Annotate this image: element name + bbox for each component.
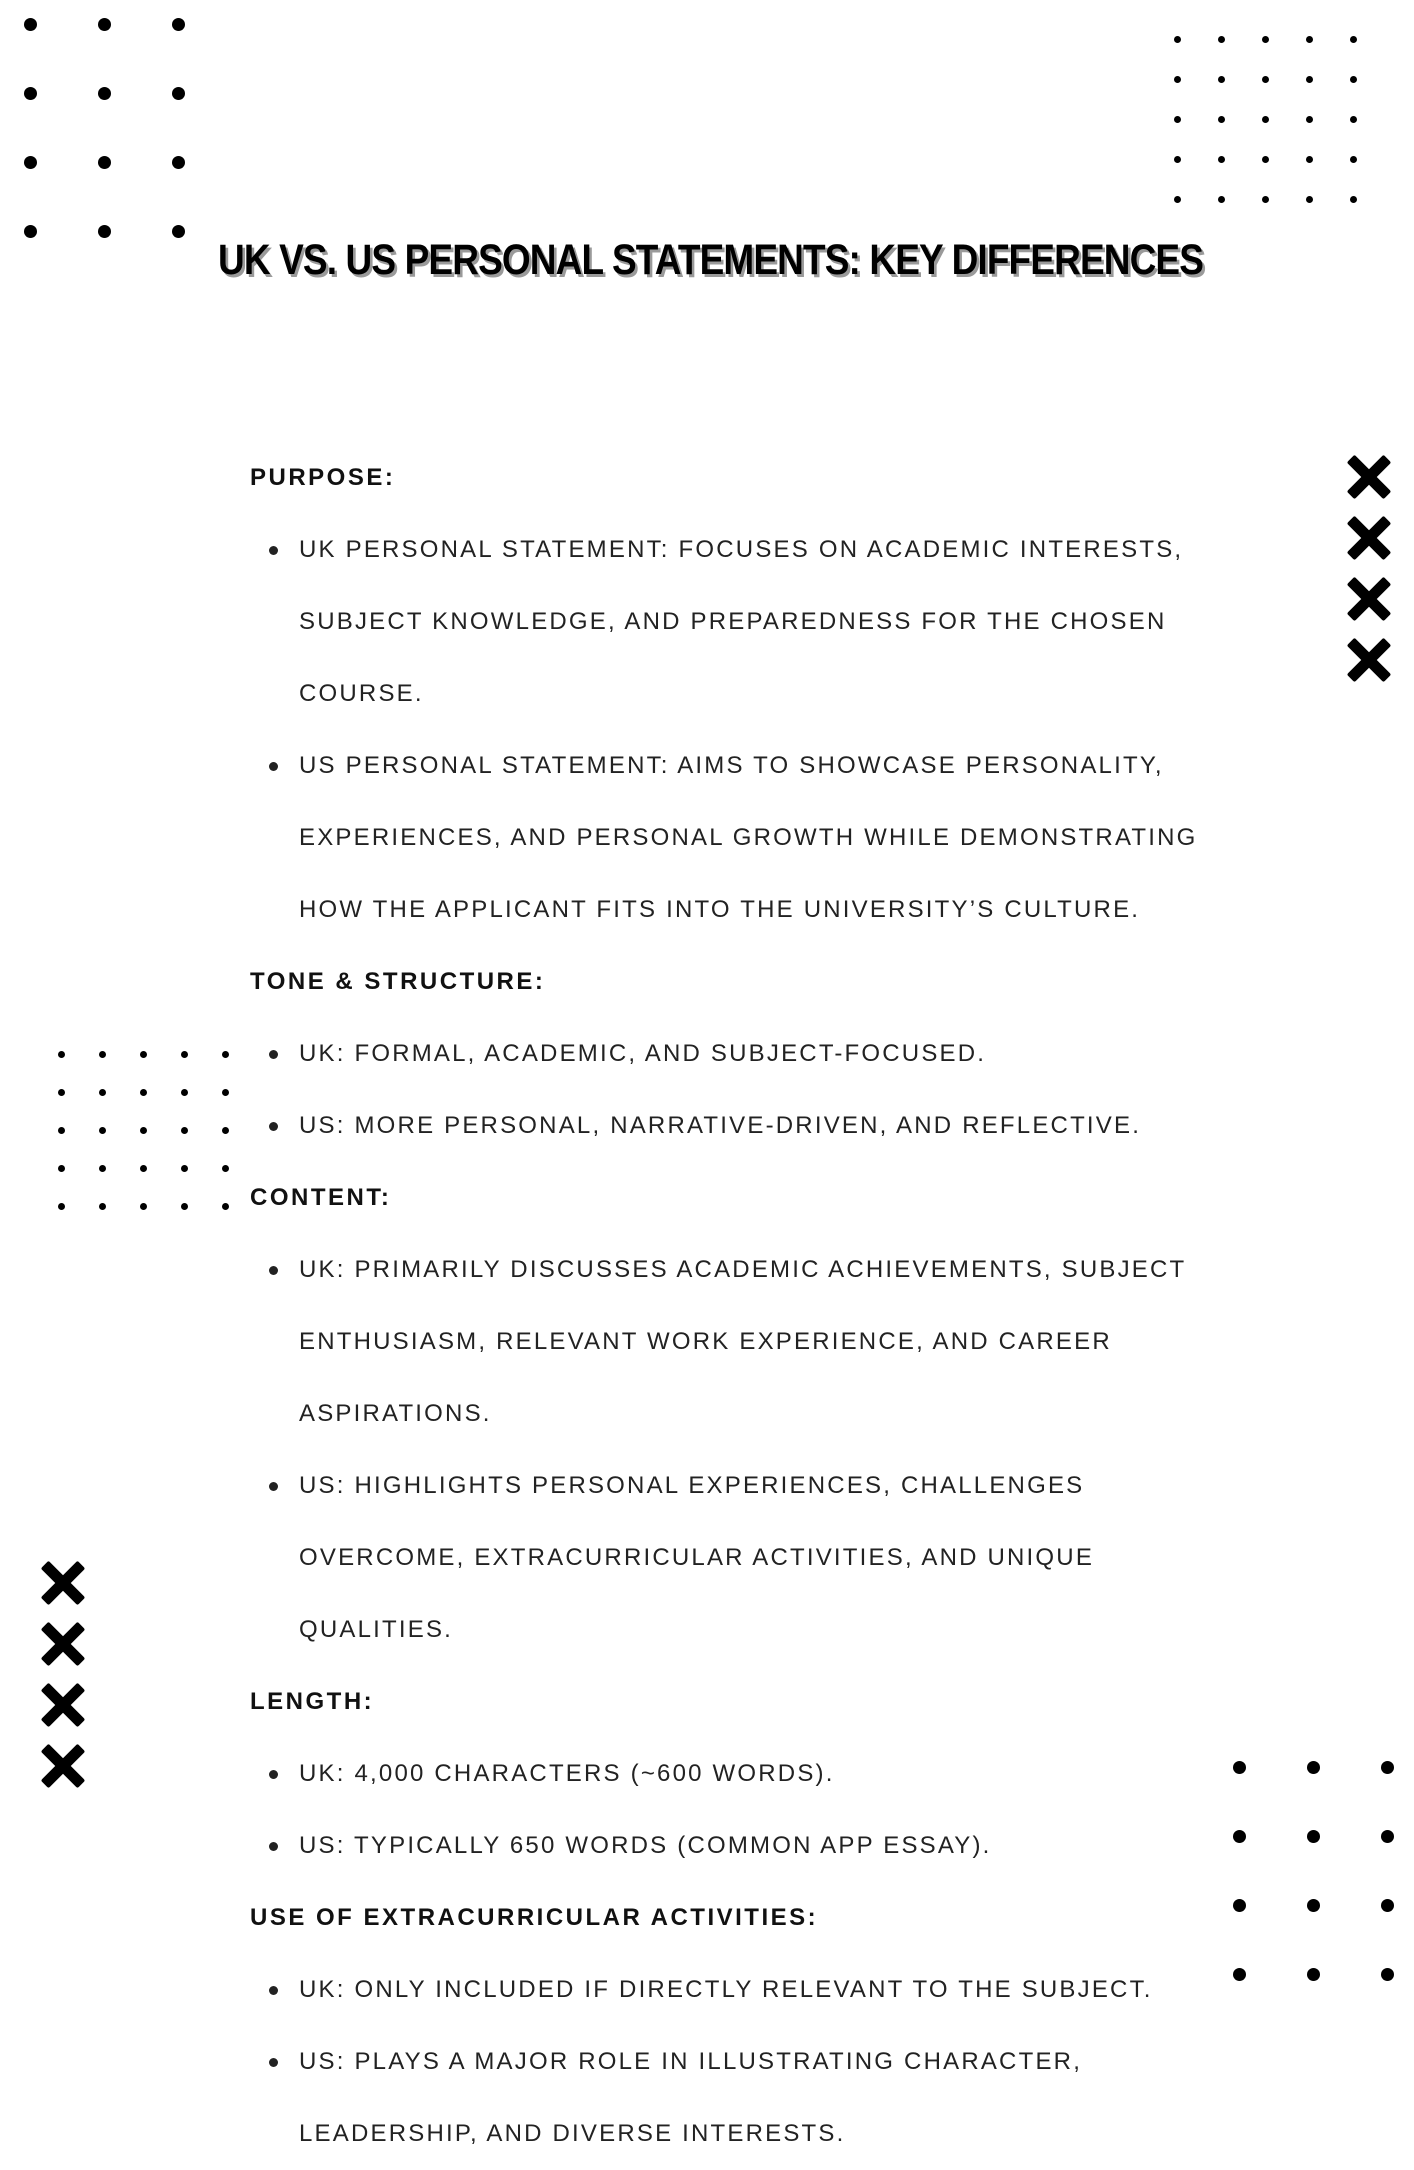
dot-decoration — [1218, 36, 1225, 43]
dot-decoration — [1218, 116, 1225, 123]
dot-decoration — [98, 225, 111, 238]
bullet-text: US: PLAYS A MAJOR ROLE IN ILLUSTRATING CHARACTER, LEADERSHIP, AND DIVERSE INTERESTS. — [299, 2048, 1083, 2147]
bullet-text: US: TYPICALLY 650 WORDS (COMMON APP ESSAY). — [299, 1832, 992, 1859]
section-heading: CONTENT: — [250, 1184, 392, 1211]
dot-decoration — [1307, 1899, 1320, 1912]
dot-decoration — [1350, 196, 1357, 203]
dot-decoration — [58, 1165, 65, 1172]
dot-decoration — [1306, 76, 1313, 83]
section — [250, 1162, 1210, 1666]
bullet-item — [250, 514, 1210, 730]
dot-decoration — [1350, 156, 1357, 163]
dot-decoration — [1174, 156, 1181, 163]
dot-decoration — [98, 87, 111, 100]
dot-decoration — [222, 1089, 229, 1096]
dot-decoration — [222, 1127, 229, 1134]
dot-decoration — [24, 156, 37, 169]
section — [250, 1666, 1210, 1882]
dot-decoration — [222, 1165, 229, 1172]
cross-mark-icon — [1348, 578, 1390, 620]
dot-decoration — [99, 1089, 106, 1096]
section-heading: TONE & STRUCTURE: — [250, 968, 546, 995]
dot-decoration — [1262, 36, 1269, 43]
cross-mark-icon — [42, 1684, 84, 1726]
section — [250, 1882, 1210, 2170]
dot-decoration — [1381, 1899, 1394, 1912]
cross-mark-icon — [1348, 639, 1390, 681]
section-heading: USE OF EXTRACURRICULAR ACTIVITIES: — [250, 1904, 819, 1931]
bullet-item — [250, 730, 1210, 946]
dot-decoration — [140, 1051, 147, 1058]
dot-decoration — [98, 18, 111, 31]
dot-decoration — [1306, 196, 1313, 203]
dot-decoration — [1174, 196, 1181, 203]
dot-decoration — [1350, 76, 1357, 83]
dot-decoration — [1307, 1968, 1320, 1981]
cross-mark-icon — [42, 1623, 84, 1665]
dot-decoration — [181, 1203, 188, 1210]
dot-decoration — [181, 1165, 188, 1172]
bullet-list — [250, 1018, 1210, 1162]
dot-decoration — [1307, 1761, 1320, 1774]
dot-decoration — [181, 1051, 188, 1058]
dot-decoration — [58, 1089, 65, 1096]
bullet-item — [250, 1234, 1210, 1450]
dot-decoration — [1218, 156, 1225, 163]
dot-decoration — [181, 1089, 188, 1096]
page-title: UK VS. US PERSONAL STATEMENTS: KEY DIFFERENCES — [218, 236, 1204, 284]
dot-decoration — [172, 156, 185, 169]
dot-decoration — [58, 1051, 65, 1058]
dot-decoration — [1174, 116, 1181, 123]
dot-decoration — [172, 18, 185, 31]
dot-decoration — [1381, 1761, 1394, 1774]
bullet-item — [250, 1738, 1210, 1810]
cross-mark-icon — [42, 1562, 84, 1604]
bullet-list — [250, 514, 1210, 946]
dot-decoration — [99, 1051, 106, 1058]
dot-decoration — [1174, 36, 1181, 43]
bullet-text: UK: 4,000 CHARACTERS (~600 WORDS). — [299, 1760, 835, 1787]
dot-decoration — [1381, 1830, 1394, 1843]
section-heading: PURPOSE: — [250, 464, 396, 491]
bullet-list — [250, 1954, 1210, 2170]
dot-decoration — [222, 1203, 229, 1210]
bullet-item — [250, 1810, 1210, 1882]
dot-decoration — [140, 1203, 147, 1210]
dot-decoration — [181, 1127, 188, 1134]
dot-decoration — [1307, 1830, 1320, 1843]
dot-decoration — [99, 1127, 106, 1134]
dot-decoration — [1233, 1761, 1246, 1774]
bullet-text: UK: ONLY INCLUDED IF DIRECTLY RELEVANT TO THE SUBJECT. — [299, 1976, 1153, 2003]
dot-decoration — [1218, 196, 1225, 203]
dot-decoration — [58, 1127, 65, 1134]
section — [250, 442, 1210, 946]
dot-decoration — [140, 1165, 147, 1172]
dot-decoration — [99, 1203, 106, 1210]
dot-decoration — [1233, 1968, 1246, 1981]
bullet-item — [250, 1018, 1210, 1090]
dot-decoration — [1262, 116, 1269, 123]
bullet-text: UK: PRIMARILY DISCUSSES ACADEMIC ACHIEVEMENTS, SUBJECT ENTHUSIASM, RELEVANT WORK EXPERIENCE, AND CAREER ASPIRATIONS. — [299, 1256, 1186, 1427]
dot-decoration — [98, 156, 111, 169]
section-heading: LENGTH: — [250, 1688, 375, 1715]
section — [250, 946, 1210, 1162]
dot-decoration — [140, 1089, 147, 1096]
dot-decoration — [24, 18, 37, 31]
bullet-list — [250, 1234, 1210, 1666]
dot-decoration — [99, 1165, 106, 1172]
dot-decoration — [24, 225, 37, 238]
dot-decoration — [1262, 76, 1269, 83]
bullet-text: UK PERSONAL STATEMENT: FOCUSES ON ACADEMIC INTERESTS, SUBJECT KNOWLEDGE, AND PREPAREDNESS FOR THE CHOSEN COURSE. — [299, 536, 1184, 707]
dot-decoration — [1306, 156, 1313, 163]
cross-mark-icon — [1348, 517, 1390, 559]
cross-mark-icon — [1348, 456, 1390, 498]
dot-decoration — [140, 1127, 147, 1134]
bullet-text: UK: FORMAL, ACADEMIC, AND SUBJECT-FOCUSED. — [299, 1040, 987, 1067]
bullet-item — [250, 1090, 1210, 1162]
bullet-list — [250, 1738, 1210, 1882]
bullet-item — [250, 1450, 1210, 1666]
dot-decoration — [24, 87, 37, 100]
dot-decoration — [58, 1203, 65, 1210]
dot-decoration — [1262, 156, 1269, 163]
dot-decoration — [172, 225, 185, 238]
bullet-item — [250, 1954, 1210, 2026]
cross-mark-icon — [42, 1745, 84, 1787]
dot-decoration — [1306, 36, 1313, 43]
dot-decoration — [172, 87, 185, 100]
dot-decoration — [1306, 116, 1313, 123]
bullet-text: US: MORE PERSONAL, NARRATIVE-DRIVEN, AND REFLECTIVE. — [299, 1112, 1142, 1139]
dot-decoration — [1262, 196, 1269, 203]
bullet-item — [250, 2026, 1210, 2170]
bullet-text: US PERSONAL STATEMENT: AIMS TO SHOWCASE PERSONALITY, EXPERIENCES, AND PERSONAL GROWTH WHILE DEMONSTRATING HOW THE APPLICANT FITS INTO THE UNIVERSITY’S CULTURE. — [299, 752, 1198, 923]
dot-decoration — [1174, 76, 1181, 83]
dot-decoration — [1350, 116, 1357, 123]
dot-decoration — [1381, 1968, 1394, 1981]
dot-decoration — [1233, 1830, 1246, 1843]
dot-decoration — [1218, 76, 1225, 83]
dot-decoration — [1233, 1899, 1246, 1912]
bullet-text: US: HIGHLIGHTS PERSONAL EXPERIENCES, CHALLENGES OVERCOME, EXTRACURRICULAR ACTIVITIES, AND UNIQUE QUALITIES. — [299, 1472, 1095, 1643]
content-area — [250, 442, 1210, 2170]
dot-decoration — [1350, 36, 1357, 43]
dot-decoration — [222, 1051, 229, 1058]
